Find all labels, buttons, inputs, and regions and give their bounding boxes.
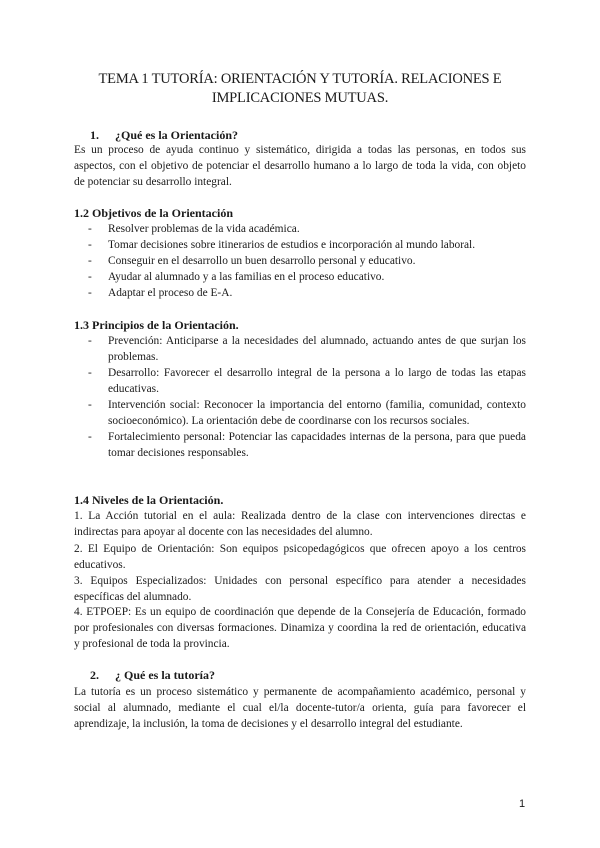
list-item: - Prevención: Anticiparse a la necesidades del alumnado, actuando antes de que surjan los problemas. (88, 335, 526, 363)
section-1-paragraph: Es un proceso de ayuda continuo y sistemático, dirigida a todas las personas, en todos sus aspectos, con el objetivo de potenciar el desarrollo humano a lo largo de toda la vida, con objeto de potenciar su desarrollo integral. (74, 144, 526, 188)
section-1-3-heading: 1.3 Principios de la Orientación. (74, 318, 239, 332)
level-4-paragraph: 4. ETPOEP: Es un equipo de coordinación que depende de la Consejería de Educación, formado por profesionales con diversas formaciones. Dinamiza y coordina la red de orientación, educativa y profesional de toda la provincia. (74, 606, 526, 650)
section-1-title: ¿Qué es la Orientación? (115, 128, 238, 142)
section-1-2-heading: 1.2 Objetivos de la Orientación (74, 206, 233, 220)
list-item: - Resolver problemas de la vida académica. (88, 223, 300, 235)
section-2-title: ¿ Qué es la tutoría? (115, 668, 215, 682)
principles-list (74, 333, 526, 461)
page-number: 1 (519, 798, 526, 810)
document-title (74, 70, 526, 108)
list-item: - Conseguir en el desarrollo un buen desarrollo personal y educativo. (88, 255, 416, 267)
list-item: - Ayudar al alumnado y a las familias en el proceso educativo. (88, 271, 385, 283)
section-2-heading (74, 667, 215, 683)
list-item: - Adaptar el proceso de E-A. (88, 287, 233, 299)
level-1-paragraph: 1. La Acción tutorial en el aula: Realizada dentro de la clase con intervenciones directas e indirectas para apoyar al docente con las necesidades del alumno. (74, 510, 526, 538)
level-3-paragraph: 3. Equipos Especializados: Unidades con personal específico para atender a necesidades específicas del alumnado. (74, 575, 526, 603)
list-item: - Tomar decisiones sobre itinerarios de estudios e incorporación al mundo laboral. (88, 239, 476, 251)
section-1-4-heading: 1.4 Niveles de la Orientación. (74, 493, 224, 507)
list-item: - Intervención social: Reconocer la importancia del entorno (familia, comunidad, contexto socioeconómico). La orientación debe de coordinarse con los recursos sociales. (88, 399, 526, 427)
title-line-1: TEMA 1 TUTORÍA: ORIENTACIÓN Y TUTORÍA. RELACIONES E (98, 71, 502, 87)
list-item: - Fortalecimiento personal: Potenciar las capacidades internas de la persona, para que pueda tomar decisiones responsables. (88, 431, 526, 459)
objectives-list (74, 221, 526, 301)
list-item: - Desarrollo: Favorecer el desarrollo integral de la persona a lo largo de todas las etapas educativas. (88, 367, 526, 395)
title-line-2: IMPLICACIONES MUTUAS. (211, 90, 389, 106)
section-1-number: 1. (90, 128, 99, 142)
section-1-heading (74, 127, 238, 143)
level-2-paragraph: 2. El Equipo de Orientación: Son equipos psicopedagógicos que ofrecen apoyo a los centros educativos. (74, 543, 526, 571)
section-2-paragraph: La tutoría es un proceso sistemático y permanente de acompañamiento académico, personal y social al alumnado, mediante el cual el/la docente-tutor/a orienta, guía para favorecer el aprendizaje, la inclusión, la toma de decisiones y el desarrollo integral del estudiante. (74, 686, 526, 730)
section-2-number: 2. (90, 668, 99, 682)
